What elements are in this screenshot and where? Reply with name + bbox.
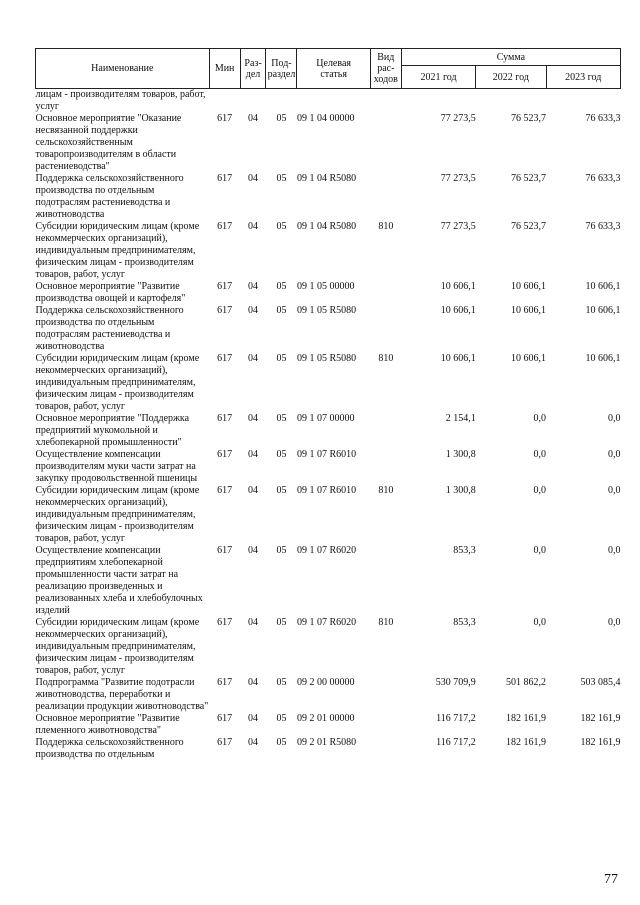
cell-name: Основное мероприятие "Оказание несвязанной поддержки сельскохозяйственным товаропроизводителям в области растениеводства" [35, 113, 182, 172]
cell-2022: 10 606,1 [511, 305, 546, 316]
cell-name: Основное мероприятие "Поддержка предприятий мукомольной и хлебопекарной промышленности" [35, 413, 190, 448]
cell-expense-type [370, 677, 401, 713]
cell-target-article: 09 1 04 00000 [296, 113, 355, 124]
cell-expense-type [370, 173, 401, 221]
cell-target-article: 09 1 04 R5080 [296, 173, 357, 184]
cell-ministry: 617 [217, 113, 233, 124]
cell-2021: 1 300,8 [445, 449, 476, 460]
cell-2021 [401, 89, 475, 114]
cell-2022: 10 606,1 [511, 353, 546, 364]
cell-section: 04 [248, 737, 259, 748]
cell-target-article: 09 1 07 00000 [296, 413, 355, 424]
cell-target-article: 09 1 05 R5080 [296, 305, 357, 316]
cell-section: 04 [248, 713, 259, 724]
cell-ministry: 617 [217, 221, 233, 232]
cell-ministry: 617 [217, 173, 233, 184]
cell-2023: 10 606,1 [585, 281, 621, 292]
table-row [36, 677, 621, 713]
cell-2021: 10 606,1 [440, 353, 476, 364]
cell-2023: 0,0 [608, 617, 621, 628]
header-year-2023: 2023 год [546, 66, 621, 89]
cell-section: 04 [248, 545, 259, 556]
cell-2022: 0,0 [533, 485, 546, 496]
cell-ministry: 617 [217, 413, 233, 424]
cell-expense-type [370, 89, 401, 114]
cell-2021: 10 606,1 [440, 305, 476, 316]
cell-2023: 76 633,3 [585, 113, 621, 124]
cell-2023 [546, 89, 621, 114]
cell-2023: 0,0 [608, 485, 621, 496]
cell-ministry: 617 [217, 353, 233, 364]
cell-name: Поддержка сельскохозяйственного производства по отдельным подотраслям растениеводства и животноводства [35, 305, 184, 352]
cell-2022: 0,0 [533, 413, 546, 424]
cell-2023: 182 161,9 [580, 737, 621, 748]
budget-table [35, 48, 621, 761]
cell-expense-type: 810 [378, 221, 394, 232]
cell-2022: 0,0 [533, 449, 546, 460]
cell-2022: 182 161,9 [506, 737, 546, 748]
table-row [36, 737, 621, 761]
cell-2023: 182 161,9 [580, 713, 621, 724]
cell-subsection: 05 [276, 113, 287, 124]
cell-subsection: 05 [276, 485, 287, 496]
cell-2023: 503 085,4 [580, 677, 621, 688]
cell-2023: 0,0 [608, 413, 621, 424]
cell-ministry: 617 [217, 737, 233, 748]
cell-2022: 0,0 [533, 545, 546, 556]
table-row [36, 413, 621, 449]
cell-name: Осуществление компенсации предприятиям хлебопекарной промышленности части затрат на реализацию произведенных и реализованных хлеба и хлебобулочных изделий [35, 545, 203, 616]
cell-2021: 2 154,1 [445, 413, 476, 424]
page-number: 77 [604, 872, 618, 887]
cell-target-article [297, 89, 370, 114]
cell-name: Осуществление компенсации производителям муки части затрат на закупку продовольственной пшеницы [35, 449, 198, 484]
cell-expense-type [370, 281, 401, 305]
header-subsection: Под- раздел [266, 49, 297, 89]
table-row [36, 89, 621, 114]
cell-target-article: 09 1 05 00000 [296, 281, 355, 292]
cell-subsection: 05 [276, 617, 287, 628]
cell-ministry: 617 [217, 305, 233, 316]
cell-2022: 76 523,7 [511, 113, 546, 124]
cell-2022: 501 862,2 [506, 677, 546, 688]
cell-target-article: 09 2 01 R5080 [296, 737, 357, 748]
cell-name: Субсидии юридическим лицам (кроме некоммерческих организаций), индивидуальным предпринимателям, физическим лицам - производителям товаров, работ, услуг [35, 353, 200, 412]
table-row [36, 281, 621, 305]
cell-ministry: 617 [217, 449, 233, 460]
cell-2022: 76 523,7 [511, 173, 546, 184]
cell-target-article: 09 1 07 R6020 [296, 545, 357, 556]
cell-2021: 1 300,8 [445, 485, 476, 496]
cell-section: 04 [248, 281, 259, 292]
cell-expense-type [370, 413, 401, 449]
cell-name: Поддержка сельскохозяйственного производства по отдельным [35, 737, 184, 760]
cell-2022: 0,0 [533, 617, 546, 628]
header-year-2021: 2021 год [401, 66, 475, 89]
cell-ministry [209, 89, 240, 114]
cell-name: Субсидии юридическим лицам (кроме некоммерческих организаций), индивидуальным предпринимателям, физическим лицам - производителям товаров, работ, услуг [35, 617, 200, 676]
cell-subsection: 05 [276, 713, 287, 724]
cell-2023: 0,0 [608, 449, 621, 460]
cell-2023: 10 606,1 [585, 353, 621, 364]
cell-section: 04 [248, 449, 259, 460]
cell-2021: 853,3 [453, 617, 476, 628]
table-row [36, 353, 621, 413]
cell-section: 04 [248, 617, 259, 628]
cell-ministry: 617 [217, 281, 233, 292]
cell-section: 04 [248, 221, 259, 232]
cell-2022: 76 523,7 [511, 221, 546, 232]
cell-2021: 853,3 [453, 545, 476, 556]
table-row [36, 173, 621, 221]
cell-expense-type: 810 [378, 617, 394, 628]
cell-subsection: 05 [276, 281, 287, 292]
cell-section: 04 [248, 305, 259, 316]
cell-target-article: 09 1 05 R5080 [296, 353, 357, 364]
cell-2021: 77 273,5 [440, 173, 476, 184]
cell-section: 04 [248, 353, 259, 364]
table-row [36, 617, 621, 677]
cell-subsection: 05 [276, 449, 287, 460]
cell-ministry: 617 [217, 713, 233, 724]
cell-section: 04 [248, 677, 259, 688]
cell-expense-type: 810 [378, 353, 394, 364]
cell-name: Основное мероприятие "Развитие племенного животноводства" [35, 713, 180, 736]
cell-section: 04 [248, 173, 259, 184]
cell-2021: 116 717,2 [436, 737, 476, 748]
cell-subsection: 05 [276, 677, 287, 688]
table-row [36, 305, 621, 353]
cell-expense-type [370, 737, 401, 761]
table-row [36, 221, 621, 281]
header-sum: Сумма [401, 49, 620, 66]
header-expense-type: Вид рас- ходов [370, 49, 401, 89]
cell-subsection: 05 [276, 413, 287, 424]
cell-2021: 10 606,1 [440, 281, 476, 292]
cell-target-article: 09 2 00 00000 [296, 677, 355, 688]
header-target-article: Целевая статья [297, 49, 370, 89]
header-section: Раз- дел [240, 49, 266, 89]
cell-2022: 10 606,1 [511, 281, 546, 292]
cell-subsection: 05 [276, 545, 287, 556]
cell-expense-type [370, 113, 401, 173]
cell-expense-type [370, 305, 401, 353]
header-name: Наименование [36, 49, 210, 89]
cell-subsection: 05 [276, 353, 287, 364]
cell-subsection: 05 [276, 173, 287, 184]
cell-2023: 10 606,1 [585, 305, 621, 316]
cell-target-article: 09 1 07 R6010 [296, 485, 357, 496]
cell-expense-type [370, 449, 401, 485]
cell-name: Основное мероприятие "Развитие производства овощей и картофеля" [35, 281, 186, 304]
cell-2021: 77 273,5 [440, 221, 476, 232]
header-year-2022: 2022 год [476, 66, 546, 89]
table-row [36, 713, 621, 737]
header-ministry: Мин [209, 49, 240, 89]
cell-name: Субсидии юридическим лицам (кроме некоммерческих организаций), индивидуальным предпринимателям, физическим лицам - производителям товаров, работ, услуг [35, 221, 200, 280]
cell-target-article: 09 1 07 R6020 [296, 617, 357, 628]
cell-expense-type [370, 713, 401, 737]
cell-subsection: 05 [276, 221, 287, 232]
cell-expense-type [370, 545, 401, 617]
cell-section: 04 [248, 113, 259, 124]
cell-subsection: 05 [276, 305, 287, 316]
cell-ministry: 617 [217, 485, 233, 496]
cell-section: 04 [248, 485, 259, 496]
cell-2022: 182 161,9 [506, 713, 546, 724]
cell-2023: 76 633,3 [585, 221, 621, 232]
cell-ministry: 617 [217, 677, 233, 688]
cell-name: Подпрограмма "Развитие подотрасли животноводства, переработки и реализации продукции животноводства" [35, 677, 209, 712]
cell-2023: 0,0 [608, 545, 621, 556]
table-row [36, 113, 621, 173]
cell-target-article: 09 1 07 R6010 [296, 449, 357, 460]
table-row [36, 449, 621, 485]
cell-2021: 77 273,5 [440, 113, 476, 124]
cell-expense-type: 810 [378, 485, 394, 496]
cell-section: 04 [248, 413, 259, 424]
cell-2021: 530 709,9 [435, 677, 476, 688]
cell-name: лицам - производителям товаров, работ, услуг [35, 89, 206, 112]
cell-2022 [476, 89, 546, 114]
table-row [36, 545, 621, 617]
cell-name: Субсидии юридическим лицам (кроме некоммерческих организаций), индивидуальным предпринимателям, физическим лицам - производителям товаров, работ, услуг [35, 485, 200, 544]
table-row [36, 485, 621, 545]
cell-ministry: 617 [217, 545, 233, 556]
cell-2023: 76 633,3 [585, 173, 621, 184]
cell-subsection [266, 89, 297, 114]
cell-target-article: 09 2 01 00000 [296, 713, 355, 724]
cell-subsection: 05 [276, 737, 287, 748]
cell-section [240, 89, 266, 114]
cell-name: Поддержка сельскохозяйственного производства по отдельным подотраслям растениеводства и животноводства [35, 173, 184, 220]
cell-ministry: 617 [217, 617, 233, 628]
cell-target-article: 09 1 04 R5080 [296, 221, 357, 232]
cell-2021: 116 717,2 [436, 713, 476, 724]
